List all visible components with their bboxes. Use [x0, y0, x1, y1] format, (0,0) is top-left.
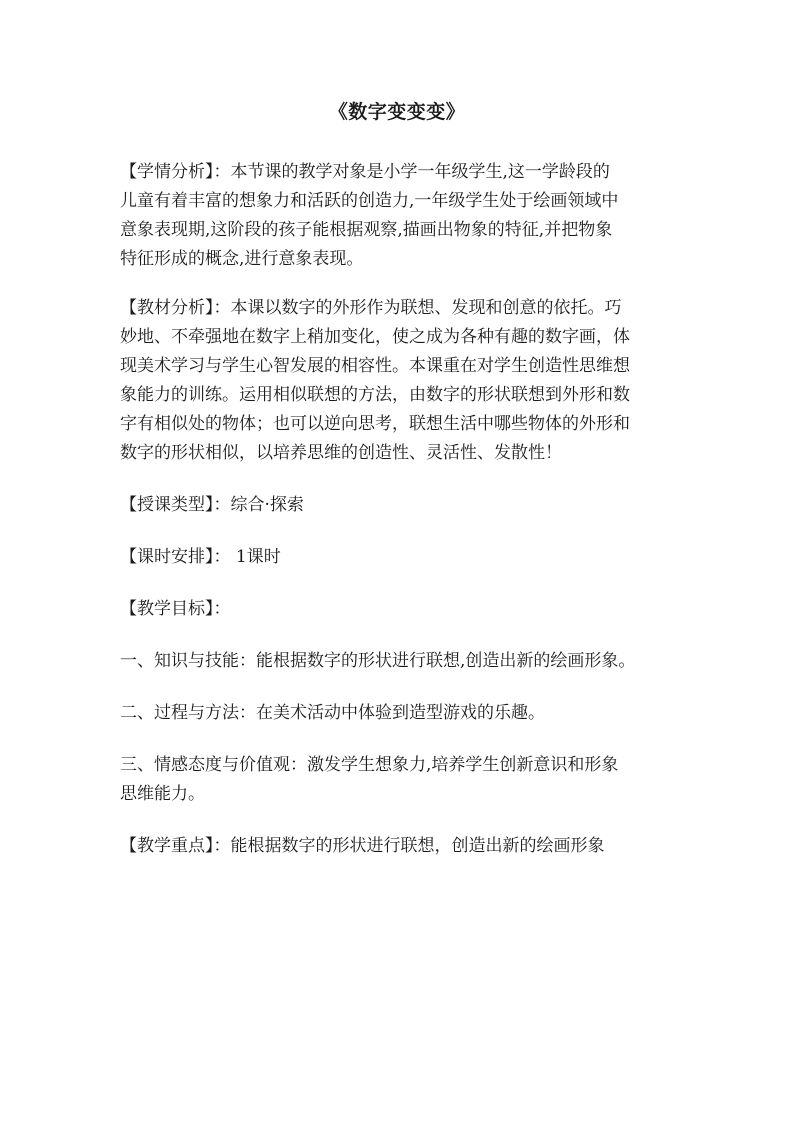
paragraph-spacer	[120, 676, 680, 699]
text-line: 思维能力。	[120, 784, 205, 804]
page-title: 《数字变变变》	[328, 101, 466, 123]
text-line: 【教学重点】：能根据数字的形状进行联想，创造出新的绘画形象	[120, 836, 605, 856]
paragraph-goal-knowledge	[120, 647, 680, 676]
text-line: 一、知识与技能：能根据数字的形状进行联想,创造出新的绘画形象。	[120, 651, 636, 671]
text-line: 儿童有着丰富的想象力和活跃的创造力,一年级学生处于绘画领域中	[120, 191, 619, 211]
text-line: 【教学目标】：	[120, 599, 231, 619]
text-line: 二、过程与方法：在美术活动中体验到造型游戏的乐趣。	[120, 703, 545, 723]
paragraph-goal-process	[120, 699, 680, 728]
text-line: 妙地、不牵强地在数字上稍加变化，使之成为各种有趣的数字画，体	[120, 327, 630, 347]
paragraph-objectives-heading	[120, 595, 680, 624]
text-line: 现美术学习与学生心智发展的相容性。本课重在对学生创造性思维想	[120, 356, 630, 376]
paragraph-textbook-analysis	[120, 294, 680, 468]
text-line: 【授课类型】：综合·探索	[120, 495, 304, 515]
paragraph-spacer	[120, 274, 680, 294]
text-line: 三、情感态度与价值观：激发学生想象力,培养学生创新意识和形象	[120, 755, 619, 775]
paragraph-lesson-hours	[120, 543, 680, 572]
text-line: 【教材分析】：本课以数字的外形作为联想、发现和创意的依托。巧	[120, 298, 622, 318]
text-line: 特征形成的概念,进行意象表现。	[120, 249, 364, 269]
document-body	[120, 158, 680, 861]
paragraph-spacer	[120, 520, 680, 543]
paragraph-spacer	[120, 809, 680, 832]
paragraph-spacer	[120, 468, 680, 491]
paragraph-spacer	[120, 728, 680, 751]
paragraph-spacer	[120, 572, 680, 595]
paragraph-learner-analysis	[120, 158, 680, 274]
paragraph-goal-attitude	[120, 751, 680, 809]
text-line: 【学情分析】：本节课的教学对象是小学一年级学生,这一学龄段的	[120, 162, 610, 182]
text-line: 字有相似处的物体；也可以逆向思考，联想生活中哪些物体的外形和	[120, 414, 630, 434]
paragraph-key-points	[120, 832, 680, 861]
text-line: 象能力的训练。运用相似联想的方法，由数字的形状联想到外形和数	[120, 385, 630, 405]
paragraph-lesson-type	[120, 491, 680, 520]
paragraph-spacer	[120, 624, 680, 647]
text-line: 意象表现期,这阶段的孩子能根据观察,描画出物象的特征,并把物象	[120, 220, 613, 240]
text-line: 数字的形状相似，以培养思维的创造性、灵活性、发散性！	[120, 443, 562, 463]
text-line: 【课时安排】： 1课时	[120, 547, 281, 567]
